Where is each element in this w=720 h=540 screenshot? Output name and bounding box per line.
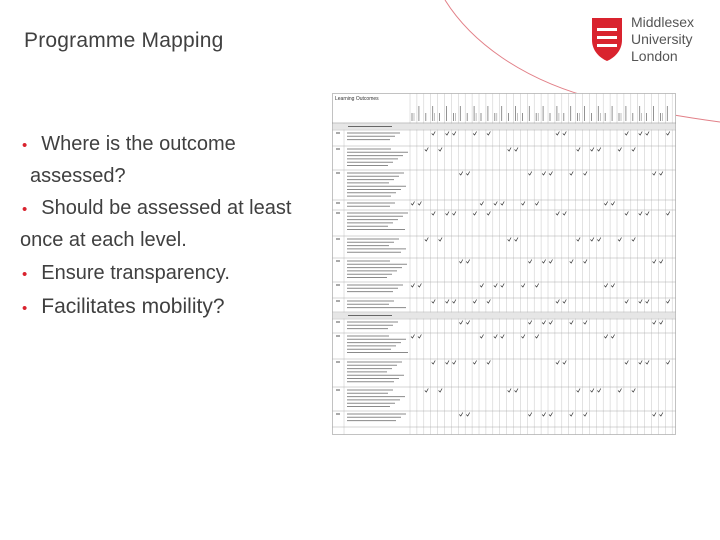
shield-icon [590, 16, 624, 62]
bullet-1-line-1: Where is the outcome [41, 133, 236, 155]
bullet-1 [22, 133, 236, 156]
bullet-3 [22, 262, 230, 285]
university-logo [590, 14, 710, 74]
bullet-2-cont: once at each level. [20, 229, 187, 251]
table-header-label: Learning Outcomes [335, 96, 379, 102]
logo-line-2: University [631, 31, 693, 47]
bullet-dot-icon: • [22, 300, 28, 317]
bullet-dot-icon: • [22, 137, 28, 154]
bullet-4-text: Facilitates mobility? [41, 295, 225, 318]
logo-line-1: Middlesex [631, 14, 695, 30]
bullet-2-line-1: Should be assessed at least [41, 197, 292, 219]
bullet-dot-icon: • [22, 201, 28, 218]
bullet-dot-icon: • [22, 266, 28, 283]
page-title: Programme Mapping [24, 29, 224, 52]
bullet-3-text: Ensure transparency. [41, 262, 230, 284]
mapping-table-image [332, 93, 676, 435]
logo-line-3: London [631, 48, 678, 64]
bullet-2 [22, 197, 291, 220]
bullet-4 [22, 295, 225, 319]
bullet-1-cont: assessed? [30, 165, 126, 187]
